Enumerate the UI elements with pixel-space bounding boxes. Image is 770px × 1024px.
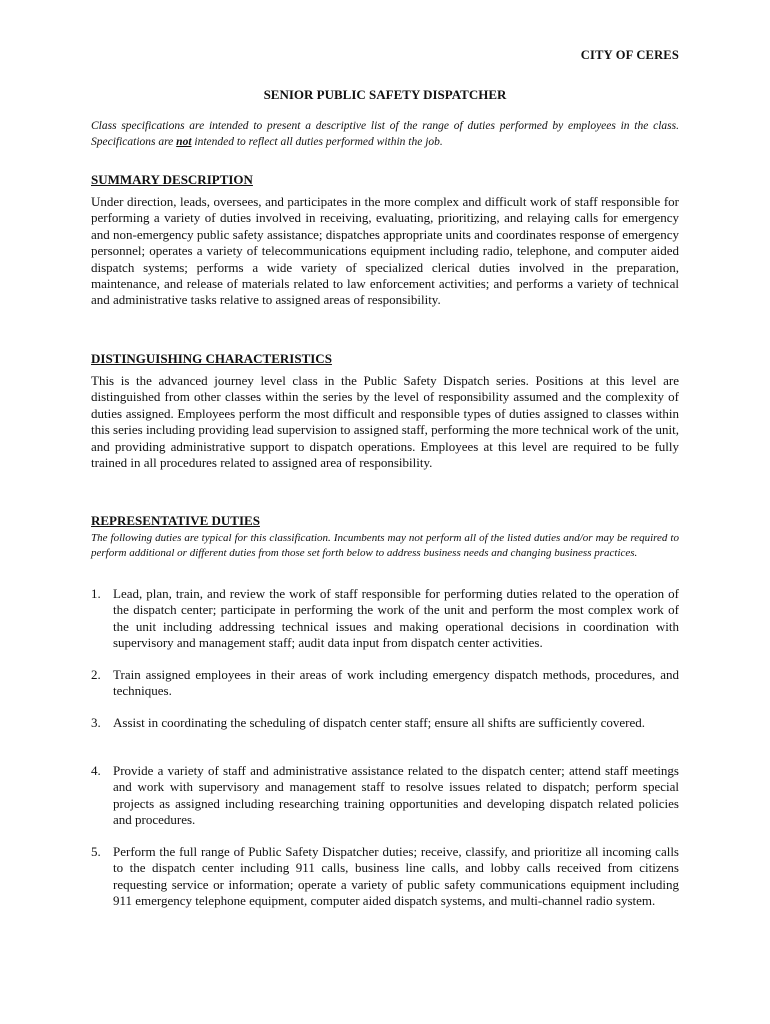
duties-heading: REPRESENTATIVE DUTIES bbox=[91, 513, 260, 528]
duty-item bbox=[91, 715, 679, 731]
duty-number: 3. bbox=[91, 715, 101, 730]
duties-note: The following duties are typical for this classification. Incumbents may not perform all of the listed duties and/or may be required to perform additional or different duties from those set forth below to address business needs and changing business practices. bbox=[91, 532, 679, 559]
distinguishing-text: This is the advanced journey level class in the Public Safety Dispatch series. Positions at this level are distinguished from other classes within the series by the level of responsibility assumed and the complexity of duties assigned. Employees perform the most difficult and responsible types of duties assigned to classes within this series including providing lead supervision to assigned staff, performing the more technical work of the unit, and providing administrative support to dispatch operations. Employees at this level are required to be fully trained in all procedures related to assigned area of responsibility. bbox=[91, 373, 679, 471]
duty-text: Assist in coordinating the scheduling of dispatch center staff; ensure all shifts are sufficiently covered. bbox=[113, 715, 646, 730]
page-title: SENIOR PUBLIC SAFETY DISPATCHER bbox=[263, 87, 507, 102]
duty-number: 4. bbox=[91, 763, 101, 778]
summary-text: Under direction, leads, oversees, and participates in the more complex and difficult work of staff responsible for performing a variety of duties involved in receiving, evaluating, prioritizing, and relaying calls for emergency and non-emergency public safety assistance; dispatches appropriate units and coordinates response of emergency personnel; operates a variety of telecommunications equipment including radio, telephone, and computer aided dispatch systems; performs a wide variety of specialized clerical duties involved in the preparation, maintenance, and release of materials related to law enforcement activities; and performs a variety of technical and administrative tasks relative to assigned areas of responsibility. bbox=[91, 194, 679, 308]
duty-number: 5. bbox=[91, 844, 101, 859]
duty-text: Perform the full range of Public Safety Dispatcher duties; receive, classify, and prioritize all incoming calls to the dispatch center including 911 calls, business line calls, and lobby calls received from citizens requesting service or information; operate a variety of public safety communications equipment including 911 emergency telephone equipment, computer aided dispatch systems, and multi-channel radio system. bbox=[113, 844, 679, 909]
distinguishing-section bbox=[91, 351, 679, 471]
duty-text: Lead, plan, train, and review the work of staff responsible for performing duties related to the operation of the dispatch center; participate in performing the work of the unit and perform the most complex work of the unit including addressing technical issues and making operational decisions in coordination with supervisory and management staff; audit data input from dispatch center activities. bbox=[113, 586, 679, 651]
duty-number: 2. bbox=[91, 667, 101, 682]
duty-item bbox=[91, 763, 679, 829]
org-header: CITY OF CERES bbox=[580, 48, 679, 62]
summary-heading: SUMMARY DESCRIPTION bbox=[91, 172, 253, 187]
intro-text-before: Class specifications are intended to present a descriptive list of the range of duties performed by employees in the class. Specifications are bbox=[91, 120, 679, 148]
summary-section bbox=[91, 172, 679, 309]
duty-item bbox=[91, 586, 679, 652]
duty-text: Train assigned employees in their areas of work including emergency dispatch methods, procedures, and techniques. bbox=[113, 667, 679, 699]
intro-text-after: intended to reflect all duties performed within the job. bbox=[191, 136, 443, 148]
duty-text: Provide a variety of staff and administrative assistance related to the dispatch center; attend staff meetings and work with supervisory and management staff to resolve issues related to dispatch; perform special projects as assigned including researching training opportunities and developing dispatch related policies and procedures. bbox=[113, 763, 679, 828]
intro-disclaimer bbox=[91, 118, 679, 150]
duty-item bbox=[91, 667, 679, 700]
distinguishing-heading: DISTINGUISHING CHARACTERISTICS bbox=[91, 351, 332, 366]
intro-emphasis: not bbox=[176, 136, 192, 148]
duty-item bbox=[91, 844, 679, 910]
duty-number: 1. bbox=[91, 586, 101, 601]
duties-section bbox=[91, 513, 679, 561]
